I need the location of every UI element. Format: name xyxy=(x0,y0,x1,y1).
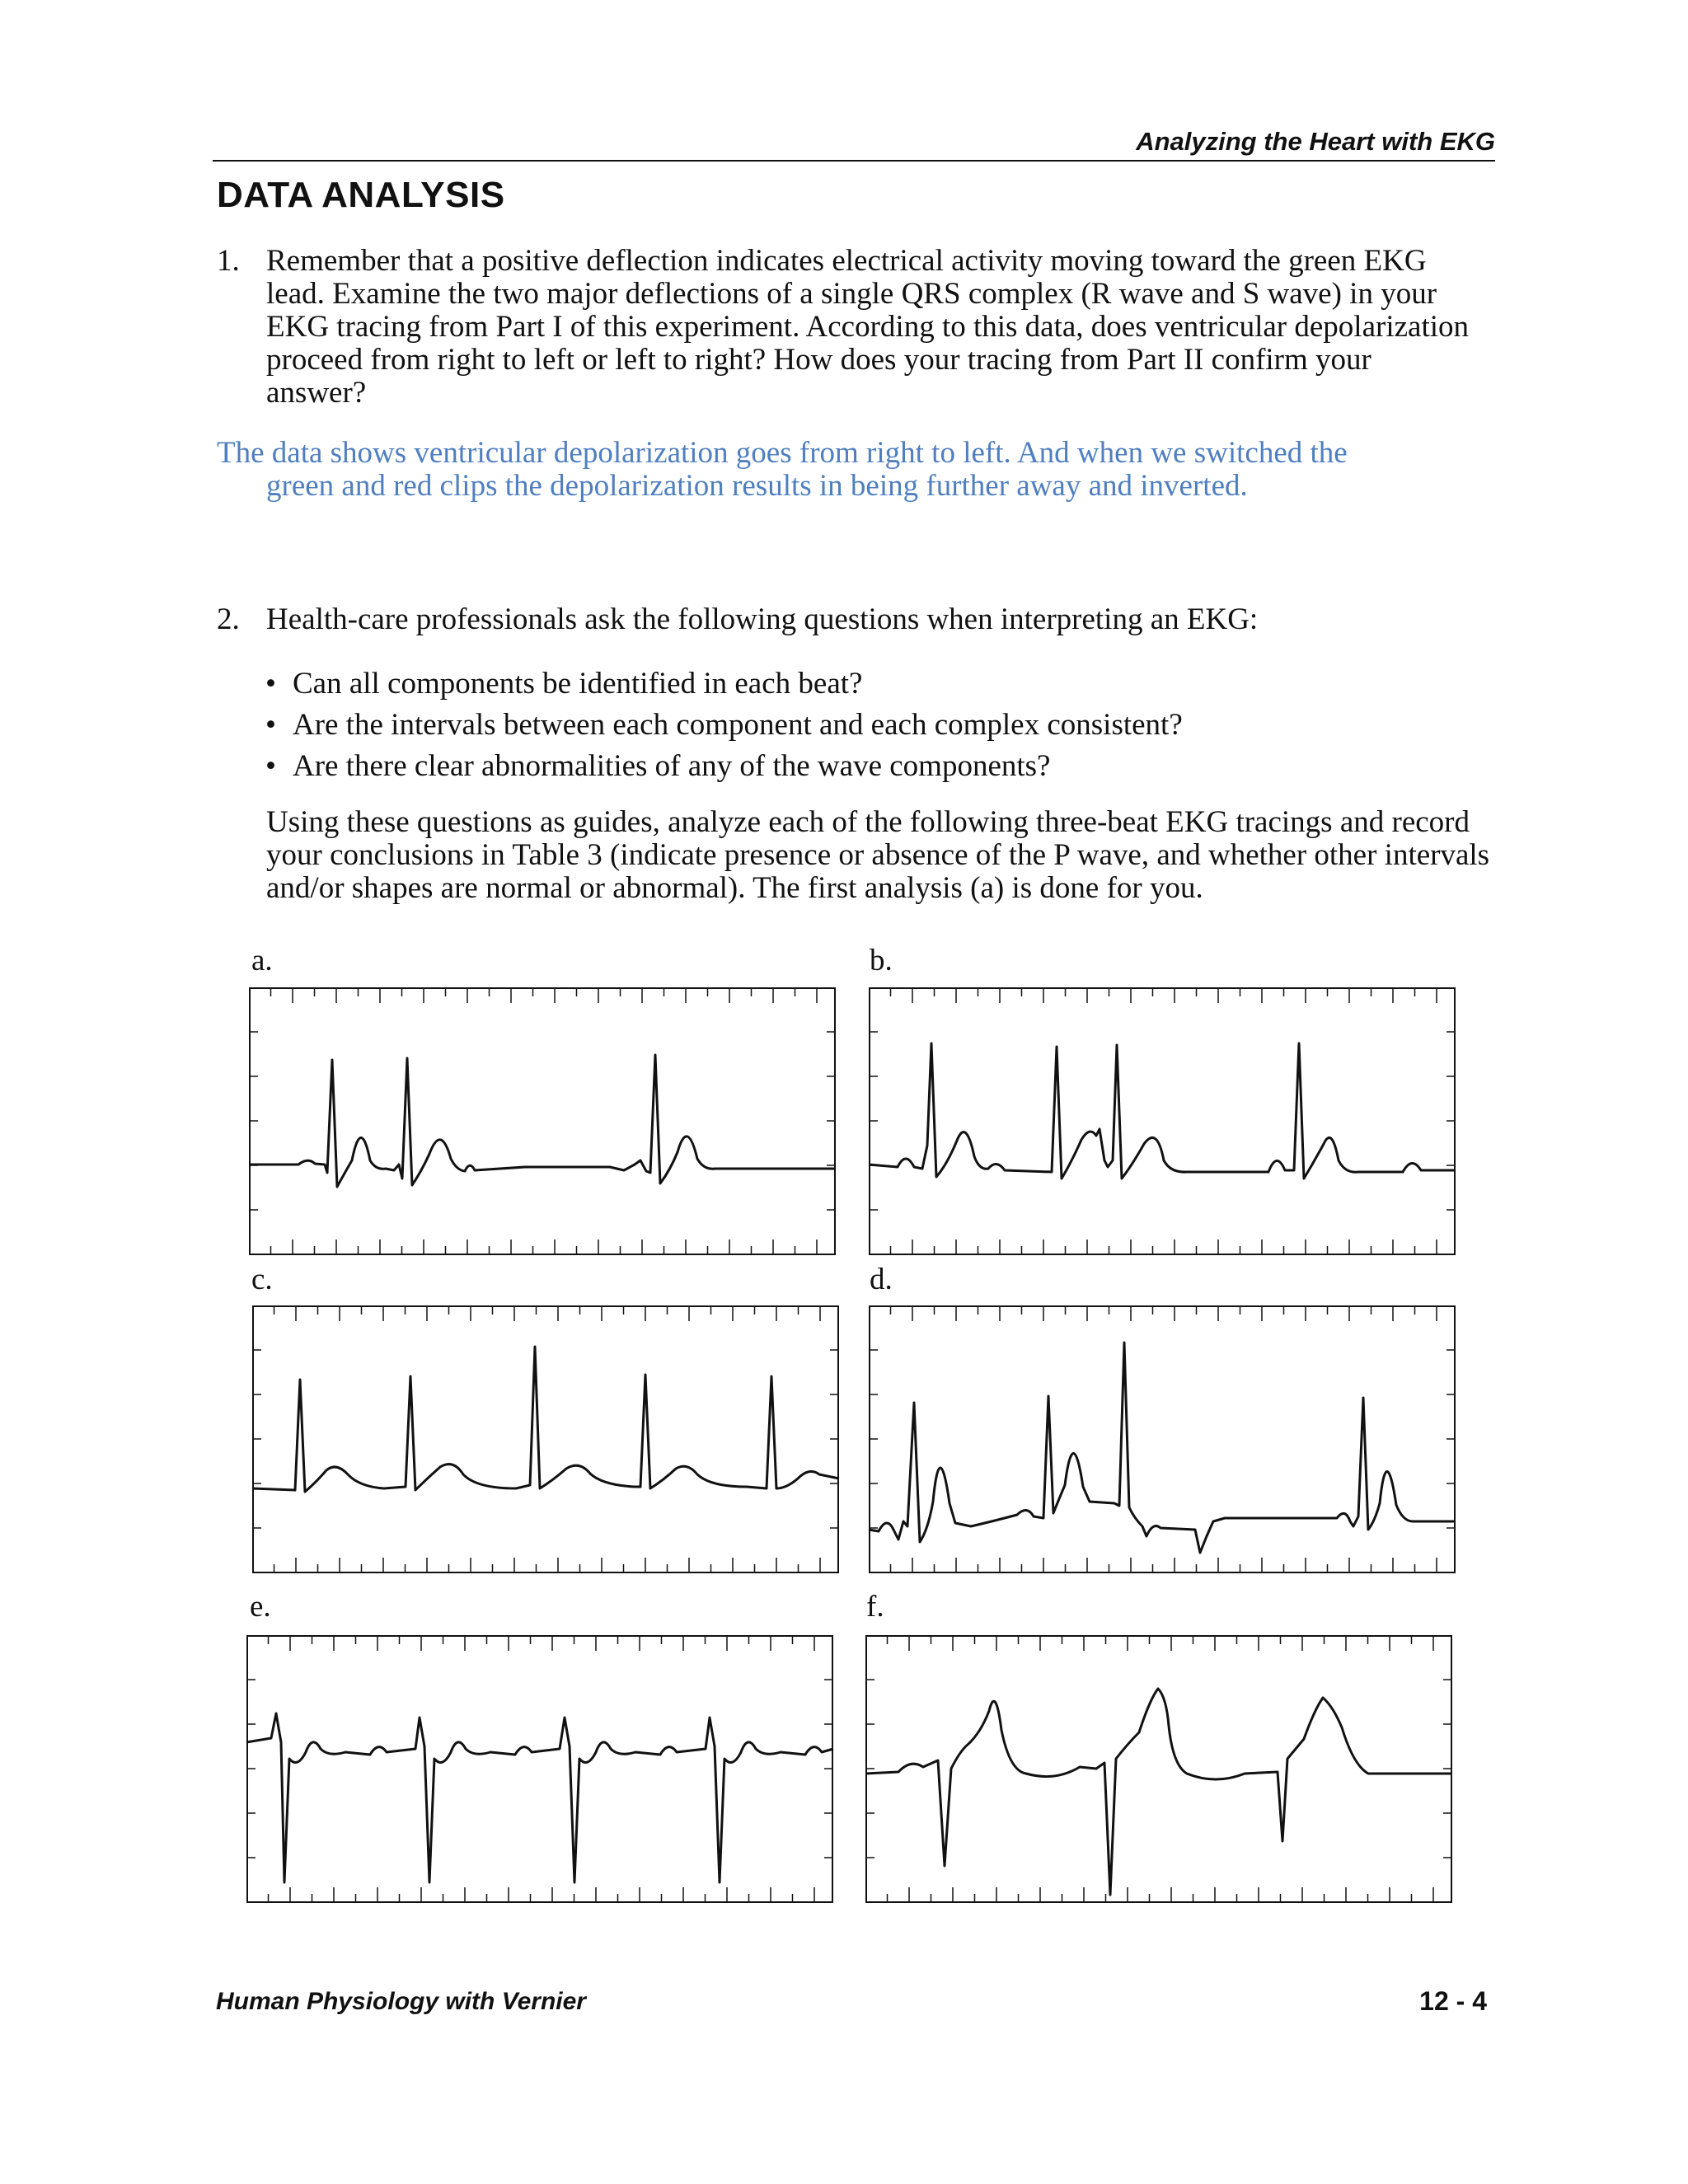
question-2 xyxy=(217,603,1503,640)
panel-label-b: b. xyxy=(870,944,893,977)
ekg-tracing-d xyxy=(869,1305,1456,1573)
list-item: • Are the intervals between each component and each complex consistent? xyxy=(265,705,1183,746)
ekg-tracing-c xyxy=(252,1305,839,1573)
ekg-trace-e xyxy=(246,1713,833,1882)
question-2-text: Health-care professionals ask the following questions when interpreting an EKG: xyxy=(266,602,1259,636)
panel-label-d: d. xyxy=(870,1263,893,1296)
panel-label-a: a. xyxy=(251,944,273,977)
ekg-tracing-e xyxy=(246,1635,833,1903)
ekg-trace-a xyxy=(249,1055,836,1187)
ekg-trace-f xyxy=(865,1689,1452,1895)
question-1-number: 1. xyxy=(217,244,240,278)
ekg-trace-c xyxy=(252,1347,839,1492)
section-title: DATA ANALYSIS xyxy=(217,175,505,215)
ekg-tracing-a xyxy=(249,987,836,1255)
list-item: • Are there clear abnormalities of any of the wave components? xyxy=(265,746,1183,787)
answer-1-line-2: green and red clips the depolarization results in being further away and inverted. xyxy=(266,469,1248,503)
panel-label-e: e. xyxy=(250,1590,271,1624)
running-header: Analyzing the Heart with EKG xyxy=(213,124,1495,162)
footer-book-title: Human Physiology with Vernier xyxy=(216,1988,586,2015)
ekg-trace-d xyxy=(869,1343,1456,1553)
panel-label-c: c. xyxy=(251,1263,273,1296)
question-2-number: 2. xyxy=(217,602,240,636)
question-1 xyxy=(217,245,1503,410)
footer-page-number: 12 - 4 xyxy=(1419,1986,1487,2016)
interpretation-questions-list xyxy=(265,663,1183,787)
question-1-text: Remember that a positive deflection indicates electrical activity moving toward the green EKG lead. Examine the two major deflections of a single QRS complex (R wave and S wave) in your EKG tracing from Part I of this experiment. According to this data, does ventricular depolarization proceed from right to left or left to right? How does your tracing from Part II confirm your answer? xyxy=(266,244,1470,410)
ekg-tracing-b xyxy=(869,987,1456,1255)
list-item: • Can all components be identified in each beat? xyxy=(265,663,1183,705)
answer-1-line-1: The data shows ventricular depolarization goes from right to left. And when we switched the xyxy=(217,436,1348,470)
panel-label-f: f. xyxy=(866,1590,884,1624)
answer-1 xyxy=(217,437,1503,503)
ekg-trace-b xyxy=(869,1043,1456,1179)
ekg-tracing-f xyxy=(865,1635,1452,1903)
analysis-instructions: Using these questions as guides, analyze each of the following three-beat EKG tracings and record your conclusions in Table 3 (indicate presence or absence of the P wave, and whether other intervals and/or shapes are normal or abnormal). The first analysis (a) is done for you. xyxy=(266,805,1490,905)
